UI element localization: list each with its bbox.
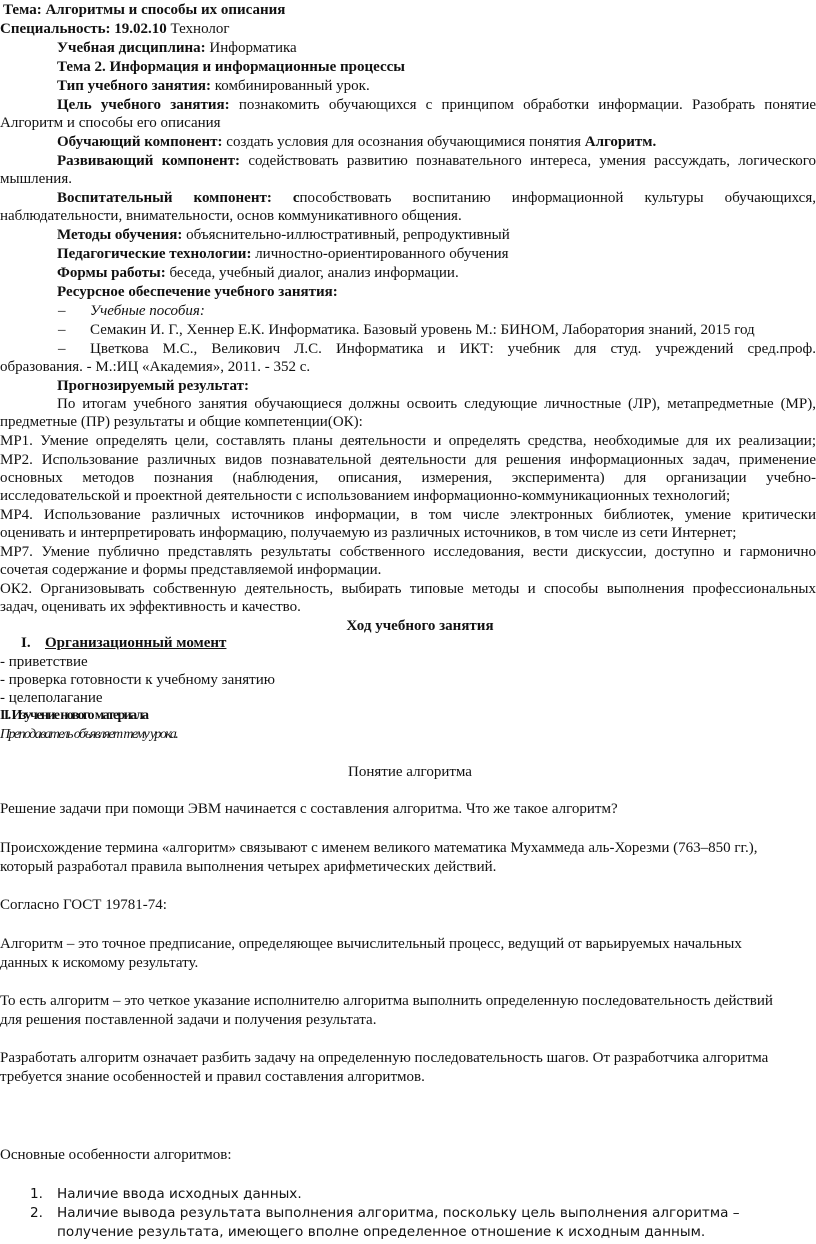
paragraph-2-line-2: который разработал правила выполнения четырех арифметических действий. <box>0 859 497 875</box>
mp7-line-2: сочетая содержание и формы представляемой информации. <box>0 562 382 578</box>
methods-label: Методы обучения: <box>57 227 183 243</box>
result-line-2: предметные (ПР) результаты и общие компетенции(ОК): <box>0 414 363 430</box>
paragraph-4-line-2: данных к искомому результату. <box>0 955 199 971</box>
section-2-title: II. Изучение нового материала <box>0 708 148 723</box>
forms-value: беседа, учебный диалог, анализ информации. <box>169 265 459 281</box>
dev-line-2: мышления. <box>0 171 72 187</box>
paragraph-6-line-1: Разработать алгоритм означает разбить задачу на определенную последовательность шагов. От разработчика алгоритма <box>0 1050 769 1066</box>
discipline-label: Учебная дисциплина: <box>57 40 206 56</box>
specialty-line <box>0 20 816 39</box>
resource-text-2: Семакин И. Г., Хеннер Е.К. Информатика. Базовый уровень М.: БИНОМ, Лаборатория знаний, 2015 год <box>90 322 755 338</box>
lesson-type-value: комбинированный урок. <box>214 78 370 94</box>
forms-line <box>0 264 816 283</box>
edu-line-1 <box>0 189 816 208</box>
edu-label: Воспитательный компонент: <box>57 190 272 206</box>
dash-1: – <box>58 303 66 319</box>
feature-item-2 <box>0 1204 816 1244</box>
goal-line-1 <box>0 96 816 115</box>
dash-3: – <box>58 341 66 357</box>
methods-line <box>0 226 816 245</box>
resource-item-3-cont: образования. - М.:ИЦ «Академия», 2011. - 352 с. <box>0 359 311 375</box>
resource-item-3 <box>0 340 816 359</box>
resources-label: Ресурсное обеспечение учебного занятия: <box>57 284 338 300</box>
goal-text-1: познакомить обучающихся с принципом обработки информации. Разобрать понятие <box>238 97 816 113</box>
discipline-value: Информатика <box>209 40 297 56</box>
topic-label: Тема: <box>3 2 42 18</box>
feature-text-1: Наличие ввода исходных данных. <box>57 1186 302 1202</box>
theme2-line: Тема 2. Информация и информационные процессы <box>57 59 405 75</box>
specialty-code: 19.02.10 <box>114 21 167 37</box>
dev-label: Развивающий компонент: <box>57 153 241 169</box>
paragraph-3: Согласно ГОСТ 19781-74: <box>0 897 167 913</box>
specialty-label: Специальность: <box>0 21 111 37</box>
section-2-note: Преподаватель объявляет тему урока. <box>0 727 178 742</box>
resource-item-2 <box>0 321 816 340</box>
learning-line <box>0 133 816 152</box>
forms-label: Формы работы: <box>57 265 166 281</box>
section-1-number: I. <box>21 635 31 651</box>
result-line-1: По итогам учебного занятия обучающиеся должны освоить следующие личностные (ЛР), метапредметные (МР), <box>57 396 816 412</box>
mp7-line-1: МР7. Умение публично представлять результаты собственного исследования, вести дискуссии, доступно и гармонично <box>0 544 816 560</box>
dev-text-1: содействовать развитию познавательного интереса, умения рассуждать, логического <box>248 153 816 169</box>
methods-value: объяснительно-иллюстративный, репродуктивный <box>186 227 510 243</box>
section-1-title: Организационный момент <box>45 635 227 651</box>
edu-bold-c: с <box>292 190 300 206</box>
ped-value: личностно-ориентированного обучения <box>255 246 509 262</box>
edu-line-2: наблюдательности, внимательности, основ коммуникативного общения. <box>0 208 462 224</box>
feature-text-2: Наличие вывода результата выполнения алгоритма, поскольку цель выполнения алгоритма – получение результата, имеющего вполне определенное отношение к исходным данным. <box>57 1205 740 1240</box>
goal-line-2: Алгоритм и способы его описания <box>0 115 221 131</box>
features-title: Основные особенности алгоритмов: <box>0 1147 232 1163</box>
dash-2: – <box>58 322 66 338</box>
resource-text-1: Учебные пособия: <box>90 303 205 319</box>
ped-line <box>0 245 816 264</box>
feature-number-1: 1. <box>30 1186 43 1202</box>
paragraph-5-line-1: То есть алгоритм – это четкое указание исполнителю алгоритма выполнить определенную последовательность действий <box>0 993 773 1009</box>
paragraph-1: Решение задачи при помощи ЭВМ начинается с составления алгоритма. Что же такое алгоритм? <box>0 801 618 817</box>
mp2-line-2: основных методов познания (наблюдения, описания, измерения, эксперимента) для организации учебно- <box>0 470 816 486</box>
result-label: Прогнозируемый результат: <box>57 378 249 394</box>
ped-label: Педагогические технологии: <box>57 246 252 262</box>
paragraph-2-line-1: Происхождение термина «алгоритм» связывают с именем великого математика Мухаммеда аль-Хорезми (763–850 гг.), <box>0 840 758 856</box>
topic-value: Алгоритмы и способы их описания <box>45 2 286 18</box>
ok2-line-2: задач, оценивать их эффективность и качество. <box>0 599 301 615</box>
feature-number-2: 2. <box>30 1205 43 1221</box>
resource-item-1 <box>0 302 816 321</box>
lesson-type-line <box>0 77 816 96</box>
course-title: Ход учебного занятия <box>346 618 494 634</box>
edu-text-1: пособствовать воспитанию информационной культуры обучающихся, <box>299 190 816 206</box>
section-1-item-3: - целеполагание <box>0 690 103 706</box>
resource-text-3: Цветкова М.С., Великович Л.С. Информатика и ИКТ: учебник для студ. учреждений сред.проф. <box>90 341 816 357</box>
section-1-item-2: - проверка готовности к учебному занятию <box>0 672 275 688</box>
paragraph-5-line-2: для решения поставленной задачи и получения результата. <box>0 1012 377 1028</box>
mp2-line-3: исследовательской и проектной деятельности с использованием информационно-коммуникационных технологий; <box>0 488 731 504</box>
feature-item-1 <box>0 1185 816 1205</box>
specialty-name: Технолог <box>170 21 230 37</box>
paragraph-6-line-2: требуется знание особенностей и правил составления алгоритмов. <box>0 1069 425 1085</box>
topic-line <box>3 1 816 20</box>
section-1-heading <box>0 634 816 653</box>
learning-label: Обучающий компонент: <box>57 134 223 150</box>
ok2-line-1: ОК2. Организовывать собственную деятельность, выбирать типовые методы и способы выполнения профессиональных <box>0 581 816 597</box>
paragraph-4-line-1: Алгоритм – это точное предписание, определяющее вычислительный процесс, ведущий от варьируемых начальных <box>0 936 742 952</box>
discipline-line <box>0 39 816 58</box>
lesson-type-label: Тип учебного занятия: <box>57 78 212 94</box>
mp4-line-1: МР4. Использование различных источников информации, в том числе электронных библиотек, умение критически <box>0 507 816 523</box>
mp2-line-1: МР2. Использование различных видов познавательной деятельности для решения информационных задач, применение <box>0 452 816 468</box>
mp4-line-2: оценивать и интерпретировать информацию, получаемую из различных источников, в том числе из сети Интернет; <box>0 525 737 541</box>
learning-bold: Алгоритм. <box>584 134 657 150</box>
section-1-item-1: - приветствие <box>0 654 88 670</box>
concept-title: Понятие алгоритма <box>348 764 472 780</box>
goal-label: Цель учебного занятия: <box>57 97 230 113</box>
learning-value: создать условия для осознания обучающимися понятия <box>226 134 581 150</box>
dev-line-1 <box>0 152 816 171</box>
mp1: МР1. Умение определять цели, составлять планы деятельности и определять средства, необходимые для их реализации; <box>0 433 816 449</box>
